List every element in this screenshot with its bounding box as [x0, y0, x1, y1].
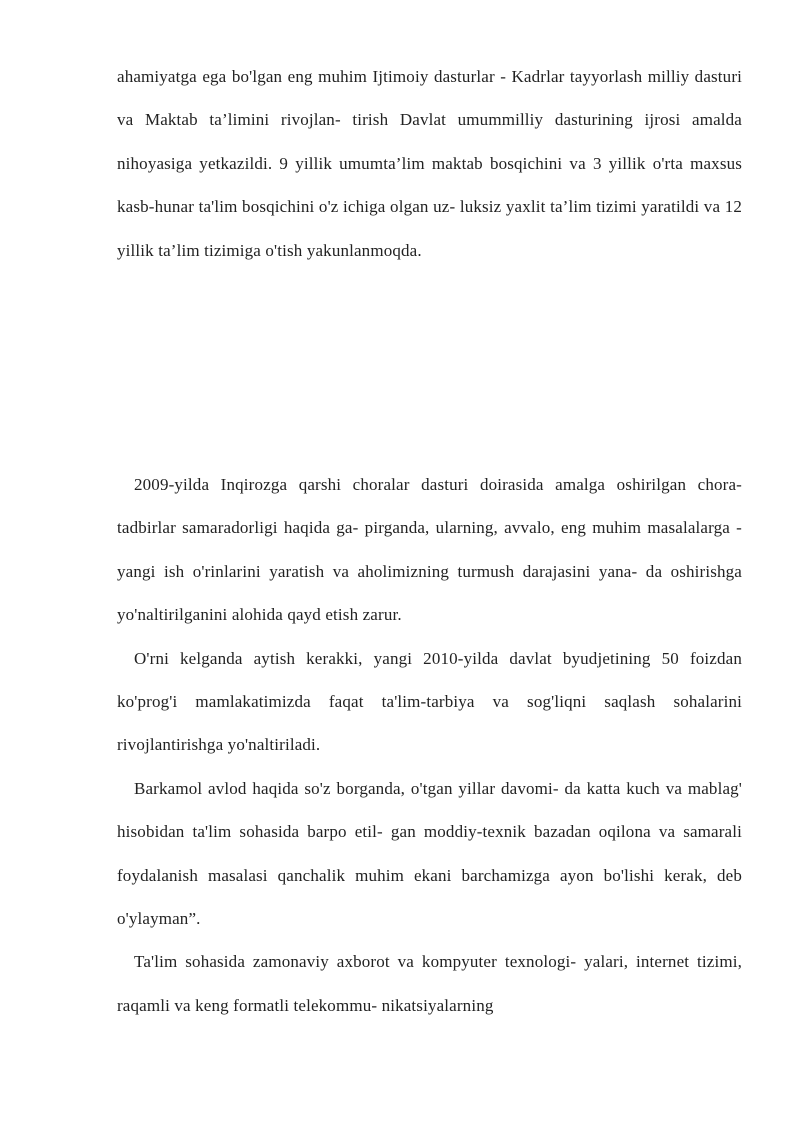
paragraph: ahamiyatga ega bo'lgan eng muhim Ijtimoiy dasturlar - Kadrlar tayyorlash milliy dasturi va Maktab ta’limini rivojlan- tirish Davlat umummilliy dasturining ijrosi amalda nihoyasiga yetkazildi. 9 yillik umumta’lim maktab bosqichini va 3 yillik o'rta maxsus kasb-hunar ta'lim bosqichini o'z ichiga olgan uz- luksiz yaxlit ta’lim tizimi yaratildi va 12 yillik ta’lim tizimiga o'tish yakunlanmoqda. [117, 67, 742, 260]
paragraph: 2009-yilda Inqirozga qarshi choralar dasturi doirasida amalga oshirilgan chora-tadbirlar samaradorligi haqida ga- pirganda, ularning, avvalo, eng muhim masalalarga - yangi ish o'rinlarini yaratish va aholimizning turmush darajasini yana- da oshirishga yo'naltirilganini alohida qayd etish zarur. [117, 475, 742, 625]
text-block-top [117, 55, 742, 272]
paragraph: O'rni kelganda aytish kerakki, yangi 2010-yilda davlat byudjetining 50 foizdan ko'prog'i mamlakatimizda faqat ta'lim-tarbiya va sog'liqni saqlash sohalarini rivojlantirishga yo'naltiriladi. [117, 648, 742, 755]
paragraph: Barkamol avlod haqida so'z borganda, o'tgan yillar davomi- da katta kuch va mablag' hisobidan ta'lim sohasida barpo etil- gan moddiy-texnik bazadan oqilona va samarali foydalanish masalasi qanchalik muhim ekani barchamizga ayon bo'lishi kerak, deb o'ylayman”. [117, 778, 742, 929]
text-block-bottom [117, 463, 742, 1027]
paragraph: Ta'lim sohasida zamonaviy axborot va kompyuter texnologi- yalari, internet tizimi, raqamli va keng formatli telekommu- nikatsiyalarning [117, 952, 742, 1015]
